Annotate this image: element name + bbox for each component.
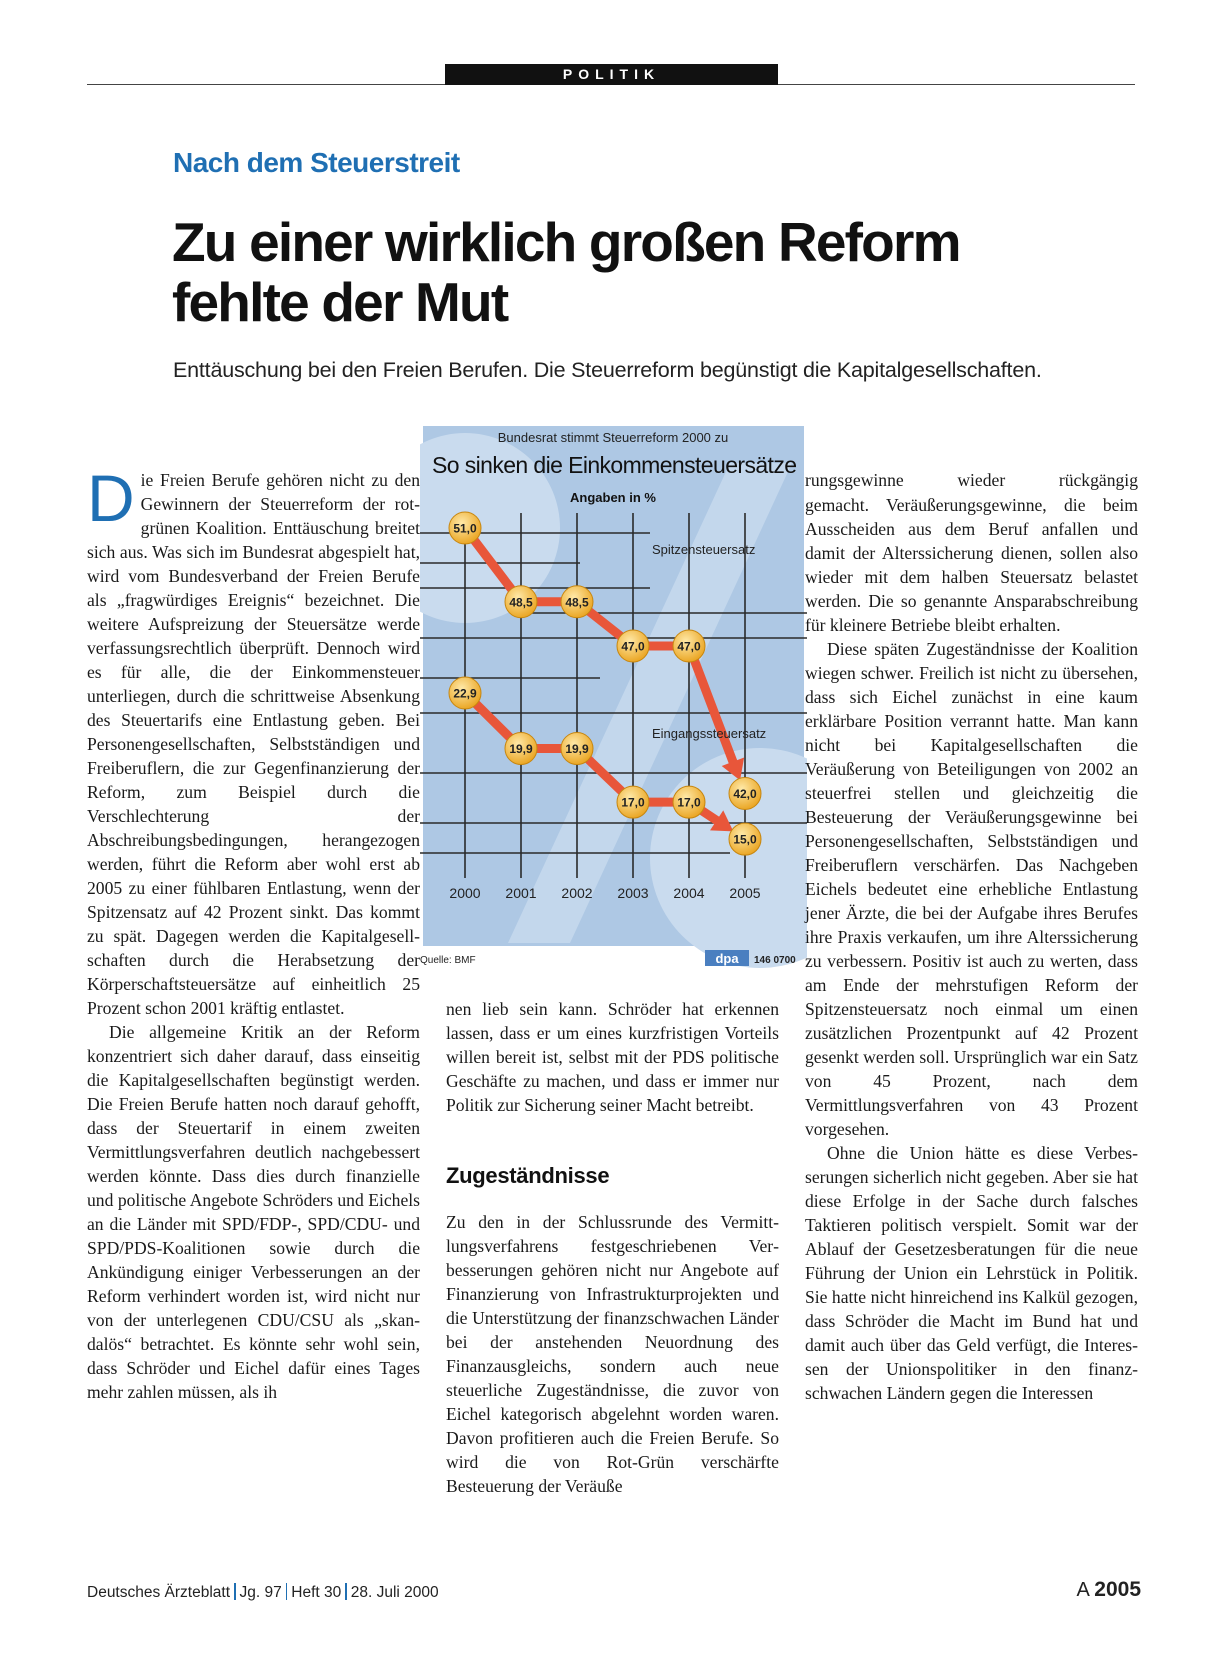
paragraph: gemacht. Veräußerungsgewinne, die beim Ausscheiden aus dem Beruf anfallen und damit der Alterssicherung dienen, sollen also wieder mit dem halben Steuersatz belastet werden. Die so genannte Ansparabschreibung für kleinere Betriebe bleibt erhalten. bbox=[805, 495, 1138, 635]
series-label-eingangssteuersatz: Eingangssteuersatz bbox=[652, 726, 767, 741]
data-label: 19,9 bbox=[509, 742, 533, 756]
x-tick-label: 2003 bbox=[617, 885, 649, 901]
data-label: 47,0 bbox=[621, 639, 645, 654]
section-label: POLITIK bbox=[445, 64, 778, 85]
x-tick-label: 2001 bbox=[505, 885, 537, 901]
paragraph bbox=[87, 461, 420, 1020]
journal-issue: Heft 30 bbox=[291, 1584, 342, 1601]
footer-separator bbox=[286, 1583, 288, 1600]
data-label: 17,0 bbox=[621, 795, 645, 810]
paragraph: Diese späten Zugeständnisse der Koalition wiegen schwer. Freilich ist nicht zu übersehen, dass sich Eichel zunächst in eine kaum erklärbare Position verrannt hatte. Man kann nicht bei Kapitalgesellschaften die Veräußerung von Beteiligungen von 2002 an steuerfrei stellen und gleichzeitig die Besteuerung der Veräußerungsgewinne bei Personengesellschaften, Selbstständigen und Freiberuflern verschärfen. Das Nachgeben Eichels bedeutet eine erhebliche Entlastung jener Ärzte, die bei der Aufgabe ihres Berufes ihre Praxis verkaufen, um ihre Alterssicherung zu verbessern. Positiv ist auch zu werten, dass am Ende der mehrstufigen Reform der Spitzensteuersatz noch einmal um einen zusätzlichen Prozentpunkt auf 42 Prozent gesenkt werden soll. Ursprünglich war ein Satz von 45 Prozent, nach dem Vermittlungsverfahren von 43 Prozent vorgesehen. bbox=[805, 639, 1138, 1139]
chart-source: Quelle: BMF bbox=[420, 955, 476, 966]
chart-supertitle: Bundesrat stimmt Steuerreform 2000 zu bbox=[497, 430, 729, 445]
journal-volume: Jg. 97 bbox=[239, 1584, 282, 1601]
page-number-value: 2005 bbox=[1094, 1578, 1141, 1601]
data-label: 15,0 bbox=[733, 832, 757, 847]
data-label: 22,9 bbox=[453, 686, 477, 701]
data-label: 51,0 bbox=[453, 521, 477, 536]
paragraph: nen lieb sein kann. Schröder hat erkennen lassen, dass er um eines kurzfristigen Vorteils willen bereit ist, selbst mit der PDS politische Geschäfte zu machen, und dass er immer nur Politik zur Sicherung seiner Macht betreibt. bbox=[446, 999, 779, 1115]
headline-line-2: fehlte der Mut bbox=[172, 271, 508, 333]
article-subhead: Enttäuschung bei den Freien Berufen. Die Steuerreform begünstigt die Kapitalgesellschaften. bbox=[173, 358, 1042, 382]
data-label: 47,0 bbox=[677, 639, 701, 654]
x-tick-label: 2002 bbox=[561, 885, 593, 901]
paragraph: Die allgemeine Kritik an der Reform konzentriert sich daher darauf, dass einseitig die Kapitalgesellschaften begünstigt werden. Die Freien Berufe hatten noch darauf gehofft, dass der Steuertarif in einem zweiten Vermittlungsverfahren deutlich nachgebessert werden könnte. Dass dies durch finanzielle und politische Angebote Schröders und Eichels an die Länder mit SPD/FDP-, SPD/CDU- und SPD/PDS-Koalitionen sowie durch die Ankündigung einiger Verbesserungen an der Reform verhindert worden ist, wird nicht nur von der unterlegenen CDU/CSU als „skandalös“ betrachtet. Es könnte sehr wohl sein, dass Schröder und Eichel dafür eines Tages mehr zahlen müssen, als ih bbox=[87, 1022, 420, 1402]
page-prefix: A bbox=[1076, 1579, 1089, 1601]
chart-code: 146 0700 bbox=[754, 955, 796, 966]
text-column-1 bbox=[87, 461, 420, 1404]
data-label: 48,5 bbox=[509, 595, 533, 610]
agency-logo-text: dpa bbox=[715, 951, 739, 966]
page-number bbox=[1076, 1578, 1141, 1602]
footer-separator bbox=[234, 1583, 236, 1600]
article-kicker: Nach dem Steuerstreit bbox=[173, 147, 460, 178]
chart-title: So sinken die Einkommensteuersätze bbox=[432, 452, 797, 478]
series-label-spitzensteuersatz: Spitzensteuersatz bbox=[652, 542, 756, 557]
drop-cap: D bbox=[87, 461, 135, 535]
chart-subtitle: Angaben in % bbox=[570, 490, 656, 505]
x-tick-label: 2005 bbox=[729, 885, 761, 901]
tax-rate-chart bbox=[420, 423, 807, 968]
data-label: 42,0 bbox=[733, 787, 757, 801]
text-column-2 bbox=[446, 997, 779, 1498]
article-headline bbox=[172, 212, 1132, 332]
text-column-3 bbox=[805, 493, 1138, 1405]
data-label: 19,9 bbox=[565, 742, 589, 756]
paragraph: rungsgewinne wieder rückgängig bbox=[805, 470, 1138, 490]
journal-name: Deutsches Ärzteblatt bbox=[87, 1584, 231, 1601]
paragraph: Zu den in der Schlussrunde des Vermittlungsverfahrens festgeschriebenen Verbesserungen gehören nicht nur Angebote auf Finanzierung von Infrastrukturprojekten und die Unterstützung der finanzschwachen Länder bei der anstehenden Neuordnung des Finanzausgleichs, sondern auch neue steuerliche Zugeständnisse, die zuvor von Eichel kategorisch abgelehnt worden waren. Davon profitieren auch die Freien Berufe. So wird die von Rot-Grün verschärfte Besteuerung der Veräuße bbox=[446, 1212, 779, 1496]
x-tick-label: 2000 bbox=[449, 885, 481, 901]
data-label: 48,5 bbox=[565, 595, 589, 610]
text-column-3-first-line bbox=[805, 468, 1138, 492]
page-footer bbox=[87, 1583, 439, 1602]
paragraph-text: ie Freien Berufe gehören nicht zu den Gewinnern der Steuerreform der rot-grünen Koalition. Enttäuschung breitet sich aus. Was sich im Bundesrat abgespielt hat, wird vom Bundesverband der Freien Berufe als „fragwürdiges Ereignis“ bezeichnet. Die weitere Aufspreizung der Steuersätze werde verfassungsrechtlich überprüft. Dennoch wird es für alle, die der Einkommensteuer unterliegen, durch die schrittweise Absenkung des Steuertarifs eine Entlastung geben. Bei Personengesellschaften, Selbstständigen und Freiberuflern, die zur Gegenfinanzierung der Reform, zum Beispiel durch die Verschlechterung der Abschreibungsbedingungen, herangezogen werden, führt die Reform aber wohl erst ab 2005 zu einer fühlbaren Entlastung, wenn der Spitzensatz auf 42 Prozent sinkt. Das kommt zu spät. Dagegen werden die Kapitalgesellschaften durch die Herabsetzung der Körperschaftsteuersätze auf einheitlich 25 Prozent schon 2001 kräftig entlastet. bbox=[87, 470, 420, 1018]
data-label: 17,0 bbox=[677, 795, 701, 810]
section-subheading: Zugeständnisse bbox=[446, 1163, 610, 1188]
chart-svg bbox=[420, 423, 807, 968]
x-tick-label: 2004 bbox=[673, 885, 705, 901]
paragraph: Ohne die Union hätte es diese Verbesserungen sicherlich nicht gegeben. Aber sie hat diese Erfolge in der Sache durch falsches Taktieren politisch verspielt. Somit war der Ablauf der Gesetzesberatungen für die neue Führung der Union ein Lehrstück in Politik. Sie hatte nicht hinreichend ins Kalkül gezogen, dass Schröder die Macht im Bund hat und damit auch über das Geld verfügt, die Interessen der Unionspolitiker in den finanzschwachen Ländern gegen die Interessen bbox=[805, 1143, 1138, 1403]
footer-separator bbox=[345, 1583, 347, 1600]
issue-date: 28. Juli 2000 bbox=[350, 1584, 439, 1601]
headline-line-1: Zu einer wirklich großen Reform bbox=[172, 211, 960, 273]
